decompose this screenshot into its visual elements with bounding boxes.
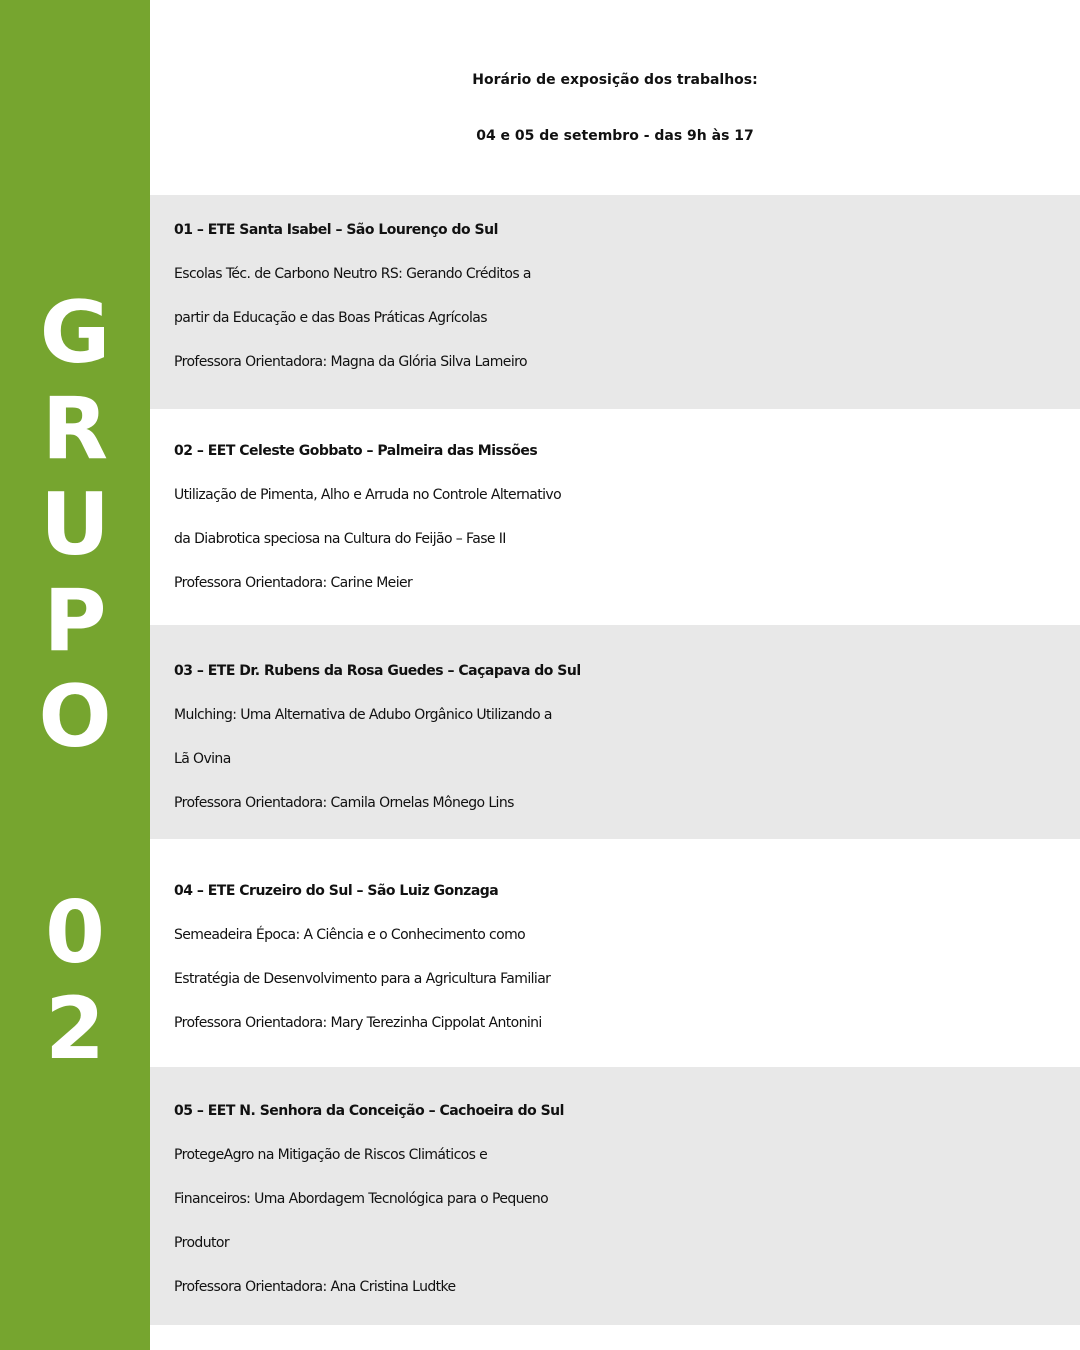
project-description-line: Mulching: Uma Alternativa de Adubo Orgânico Utilizando a bbox=[174, 707, 552, 723]
group-label bbox=[0, 285, 150, 1077]
project-description-line: Semeadeira Época: A Ciência e o Conhecimento como bbox=[174, 927, 526, 943]
header-dates: 04 e 05 de setembro - das 9h às 17 bbox=[476, 128, 754, 144]
project-title: 02 – EET Celeste Gobbato – Palmeira das Missões bbox=[174, 443, 538, 459]
project-description-line: Estratégia de Desenvolvimento para a Agricultura Familiar bbox=[174, 971, 551, 987]
project-description-line: Lã Ovina bbox=[174, 751, 231, 767]
project-description-line: Escolas Téc. de Carbono Neutro RS: Gerando Créditos a bbox=[174, 266, 531, 282]
project-title: 03 – ETE Dr. Rubens da Rosa Guedes – Caçapava do Sul bbox=[174, 663, 581, 679]
project-advisor: Professora Orientadora: Mary Terezinha Cippolat Antonini bbox=[174, 1015, 542, 1031]
sidebar-banner bbox=[0, 0, 150, 1350]
group-letter: O bbox=[38, 667, 112, 767]
project-description-line: ProtegeAgro na Mitigação de Riscos Climáticos e bbox=[174, 1147, 488, 1163]
project-entry-03 bbox=[150, 625, 1080, 839]
group-letter: U bbox=[40, 475, 110, 575]
header-title: Horário de exposição dos trabalhos: bbox=[472, 72, 758, 88]
project-title: 05 – EET N. Senhora da Conceição – Cachoeira do Sul bbox=[174, 1103, 564, 1119]
project-advisor: Professora Orientadora: Camila Ornelas Mônego Lins bbox=[174, 795, 514, 811]
project-advisor: Professora Orientadora: Magna da Glória Silva Lameiro bbox=[174, 354, 527, 370]
project-description-line: Financeiros: Uma Abordagem Tecnológica para o Pequeno bbox=[174, 1191, 549, 1207]
group-number-digit: 2 bbox=[45, 979, 105, 1079]
page-header bbox=[150, 52, 1080, 164]
project-title: 04 – ETE Cruzeiro do Sul – São Luiz Gonzaga bbox=[174, 883, 499, 899]
project-description-line: da Diabrotica speciosa na Cultura do Feijão – Fase II bbox=[174, 531, 506, 547]
project-entry-05 bbox=[150, 1067, 1080, 1325]
group-number-digit: 0 bbox=[45, 883, 105, 983]
project-entry-02 bbox=[150, 409, 1080, 625]
project-description-line: Utilização de Pimenta, Alho e Arruda no Controle Alternativo bbox=[174, 487, 562, 503]
project-entry-01 bbox=[150, 195, 1080, 409]
group-letter: P bbox=[43, 571, 107, 671]
project-title: 01 – ETE Santa Isabel – São Lourenço do Sul bbox=[174, 222, 498, 238]
project-description-line: partir da Educação e das Boas Práticas Agrícolas bbox=[174, 310, 487, 326]
group-letter: R bbox=[41, 379, 109, 479]
project-advisor: Professora Orientadora: Carine Meier bbox=[174, 575, 413, 591]
group-letter: G bbox=[39, 283, 111, 383]
project-entry-04 bbox=[150, 839, 1080, 1067]
project-description-line: Produtor bbox=[174, 1235, 229, 1251]
project-advisor: Professora Orientadora: Ana Cristina Ludtke bbox=[174, 1279, 456, 1295]
